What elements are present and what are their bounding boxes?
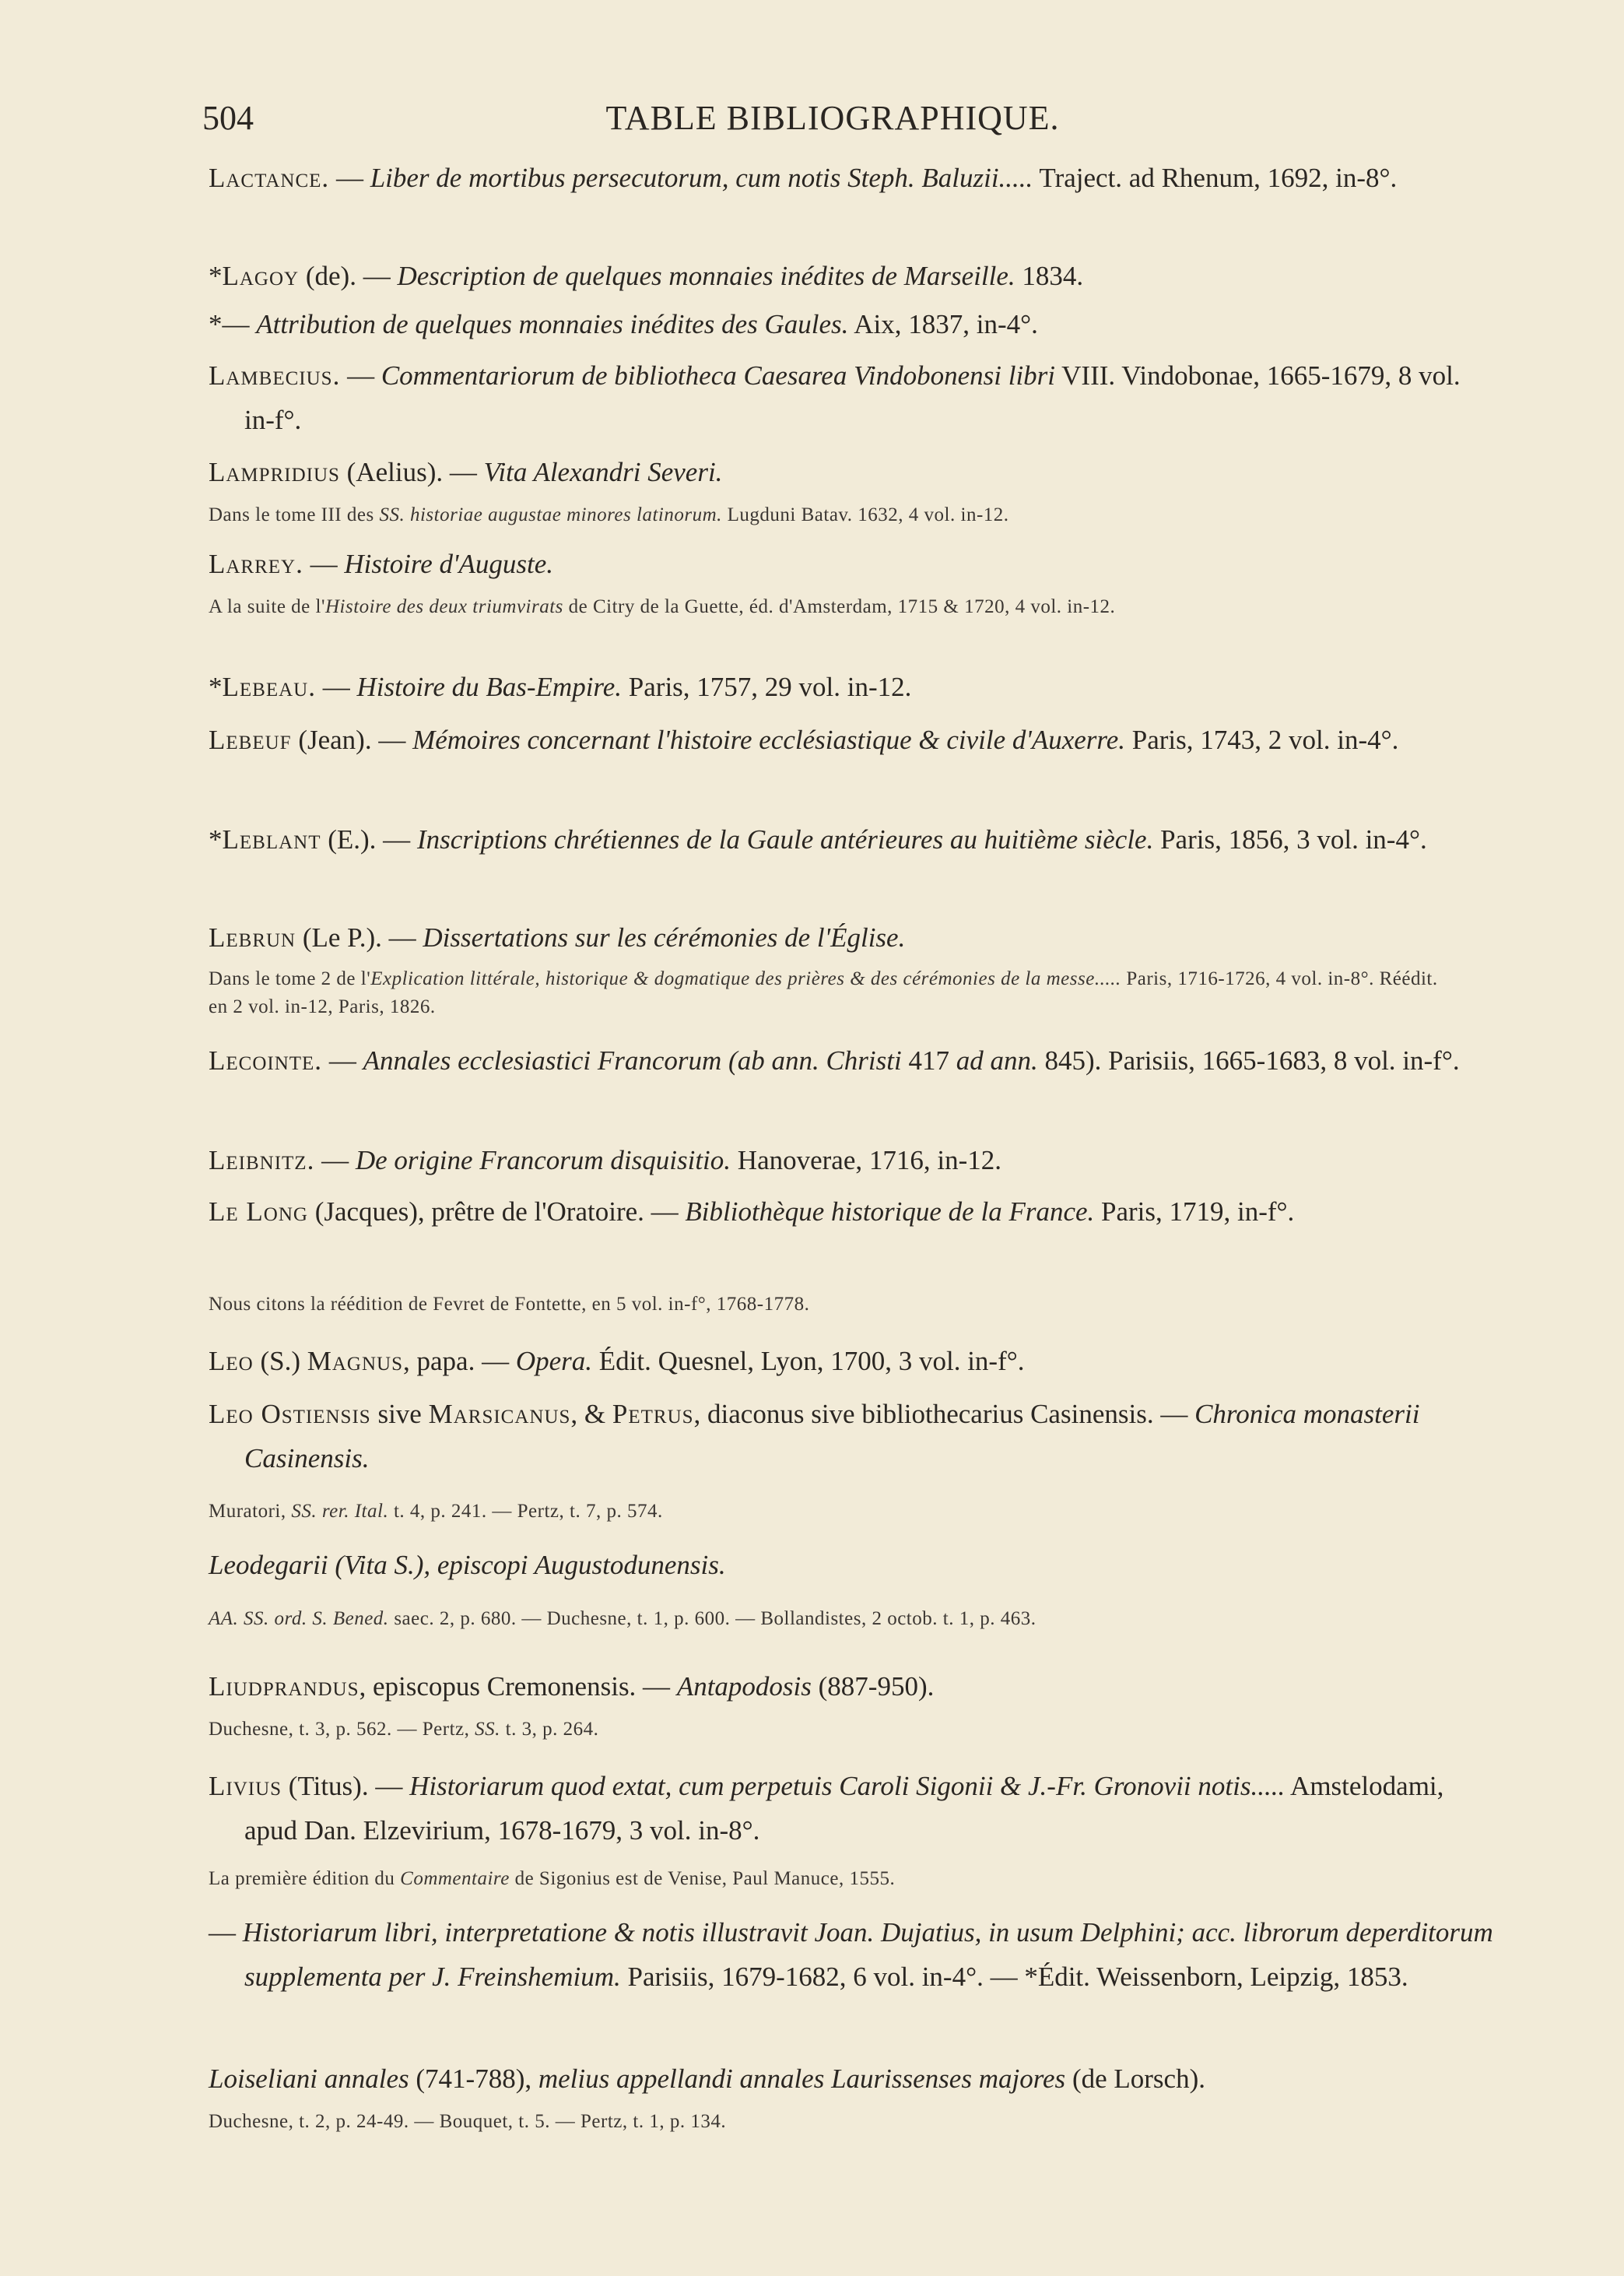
work-title: Liber de mortibus persecutorum, cum notis Steph. Baluzii.....: [370, 163, 1033, 193]
entry-text: Hanoverae, 1716, in-12.: [731, 1145, 1001, 1175]
work-title: Commentariorum de bibliotheca Caesarea Vindobonensi libri: [381, 360, 1056, 391]
entry-text: Amstelodami, apud Dan. Elzevirium, 1678-1679, 3 vol. in-8°.: [244, 1771, 1444, 1846]
bibliography-entry: [209, 718, 1497, 762]
entry-text: —: [340, 360, 381, 391]
entry-text: Nous citons la réédition de Fevret de Fontette, en 5 vol. in-f°, 1768-1778.: [209, 1294, 810, 1315]
entry-text: (de Lorsch).: [1065, 2064, 1205, 2094]
author-name: Liudprandus: [209, 1671, 360, 1702]
work-title: Description de quelques monnaies inédites de Marseille.: [397, 261, 1015, 291]
work-title: SS.: [475, 1719, 500, 1740]
work-title: AA. SS. ord. S. Bened.: [209, 1608, 389, 1629]
work-title: Dissertations sur les cérémonies de l'Église.: [423, 922, 906, 953]
entry-text: (Jacques), prêtre de l'Oratoire. —: [307, 1196, 686, 1227]
entry-note: [209, 965, 1461, 1021]
entry-text: , &: [570, 1399, 612, 1429]
work-title: melius appellandi annales Laurissenses majores: [538, 2064, 1066, 2094]
bibliography-entry: [209, 915, 1497, 960]
work-title: Bibliothèque historique de la France.: [685, 1196, 1095, 1227]
entry-text: (741-788),: [409, 2064, 538, 2094]
work-title: Explication littérale, historique & dogmatique des prières & des cérémonies de la messe.....: [370, 968, 1121, 989]
bibliography-entry: [209, 353, 1497, 442]
entry-text: de Sigonius est de Venise, Paul Manuce, 1555.: [509, 1868, 896, 1889]
entry-text: *: [209, 672, 223, 702]
work-title: Histoire d'Auguste.: [344, 549, 554, 579]
entry-text: , papa. —: [403, 1346, 516, 1376]
work-title: Antapodosis: [676, 1671, 812, 1702]
work-title: Histoire des deux triumvirats: [324, 596, 563, 617]
bibliography-entry: [209, 1138, 1497, 1182]
author-name: Leblant: [222, 824, 321, 855]
work-title: Inscriptions chrétiennes de la Gaule antérieures au huitième siècle.: [416, 824, 1154, 855]
author-name: Lagoy: [222, 261, 300, 291]
entry-note: [209, 1291, 1461, 1319]
entry-text: A la suite de l': [209, 596, 325, 617]
entry-note: [209, 2108, 1461, 2136]
work-title: SS. historiae augustae minores latinorum.: [379, 504, 722, 525]
work-title: De origine Francorum disquisitio.: [355, 1145, 731, 1175]
work-title: Historiarum libri, interpretatione & notis illustravit Joan. Dujatius, in usum Delphini; acc. librorum deperditorum supplementa per J. Freinshemium.: [242, 1917, 1493, 1992]
bibliography-entry: [209, 450, 1497, 494]
bibliography-entry: [209, 2056, 1497, 2101]
author-name: Lactance.: [209, 163, 330, 193]
entry-text: (Le P.). —: [296, 922, 423, 953]
entry-text: Paris, 1757, 29 vol. in-12.: [622, 672, 912, 702]
bibliography-entry: [209, 542, 1497, 586]
bibliography-entry: [209, 1543, 1497, 1587]
author-name: Marsicanus: [428, 1399, 571, 1429]
work-title: Vita Alexandri Severi.: [483, 457, 723, 487]
bibliography-entry: [209, 254, 1497, 298]
bibliography-entry: [209, 1189, 1497, 1234]
entry-text: Édit. Quesnel, Lyon, 1700, 3 vol. in-f°.: [592, 1346, 1025, 1376]
author-name: Le Long: [209, 1196, 308, 1227]
page-number: 504: [202, 99, 254, 137]
author-name: Larrey.: [209, 549, 303, 579]
entry-text: (Aelius). —: [339, 457, 484, 487]
work-title: Opera.: [515, 1346, 593, 1376]
entry-note: [209, 1605, 1461, 1633]
entry-text: Aix, 1837, in-4°.: [848, 309, 1038, 339]
entry-text: sive: [370, 1399, 429, 1429]
entry-text: t. 4, p. 241. — Pertz, t. 7, p. 574.: [388, 1501, 663, 1522]
entry-text: (Titus). —: [282, 1771, 410, 1801]
entry-note: [209, 593, 1461, 621]
entry-text: , episcopus Cremonensis. —: [359, 1671, 677, 1702]
entry-text: t. 3, p. 264.: [500, 1719, 599, 1740]
bibliography-entry: [209, 1664, 1497, 1709]
entry-text: Paris, 1856, 3 vol. in-4°.: [1153, 824, 1427, 855]
entry-text: —: [329, 163, 370, 193]
entry-text: Traject. ad Rhenum, 1692, in-8°.: [1033, 163, 1398, 193]
entry-text: La première édition du: [209, 1868, 401, 1889]
entry-text: —: [322, 1045, 363, 1076]
entry-text: (Jean). —: [291, 725, 413, 755]
bibliography-entry: [209, 1038, 1497, 1083]
entry-text: Duchesne, t. 2, p. 24-49. — Bouquet, t. 5. — Pertz, t. 1, p. 134.: [209, 2111, 727, 2132]
entry-text: Lugduni Batav. 1632, 4 vol. in-12.: [721, 504, 1009, 525]
author-name: Magnus: [307, 1346, 403, 1376]
entry-text: (S.): [253, 1346, 307, 1376]
entry-text: —: [315, 672, 357, 702]
page-header: [202, 92, 1463, 146]
entry-text: Paris, 1719, in-f°.: [1094, 1196, 1295, 1227]
author-name: Leibnitz.: [209, 1145, 315, 1175]
work-title: Attribution de quelques monnaies inédites des Gaules.: [256, 309, 849, 339]
entry-text: Paris, 1743, 2 vol. in-4°.: [1125, 725, 1399, 755]
entry-text: Muratori,: [209, 1501, 292, 1522]
work-title: Histoire du Bas-Empire.: [356, 672, 623, 702]
entry-text: (E.). —: [321, 824, 417, 855]
author-name: Lebrun: [209, 922, 296, 953]
entry-text: 1834.: [1015, 261, 1084, 291]
entry-text: de Citry de la Guette, éd. d'Amsterdam, 1715 & 1720, 4 vol. in-12.: [563, 596, 1116, 617]
entry-text: 845). Parisiis, 1665-1683, 8 vol. in-f°.: [1037, 1045, 1460, 1076]
author-name: Lampridius: [209, 457, 340, 487]
author-name: Lebeuf: [209, 725, 292, 755]
entry-text: Dans le tome 2 de l': [209, 968, 371, 989]
work-title: Leodegarii (Vita S.), episcopi Augustodunensis.: [209, 1550, 726, 1580]
bibliography-entry: [209, 1764, 1497, 1853]
entry-text: VIII. Vindobonae, 1665-1679, 8 vol. in-f°.: [244, 360, 1461, 435]
author-name: Lecointe.: [209, 1045, 323, 1076]
entry-text: (de). —: [299, 261, 398, 291]
entry-text: —: [303, 549, 345, 579]
entry-text: 417: [901, 1045, 956, 1076]
bibliography-entry: [209, 665, 1497, 709]
running-title: TABLE BIBLIOGRAPHIQUE.: [605, 99, 1060, 137]
bibliography-entry: [209, 1910, 1497, 1999]
entry-text: Duchesne, t. 3, p. 562. — Pertz,: [209, 1719, 475, 1740]
bibliography-entry: [209, 817, 1497, 862]
bibliography-entry: [209, 302, 1497, 346]
entry-text: (887-950).: [811, 1671, 935, 1702]
entry-text: Dans le tome III des: [209, 504, 380, 525]
work-title: ad ann.: [956, 1045, 1038, 1076]
entry-text: saec. 2, p. 680. — Duchesne, t. 1, p. 600. — Bollandistes, 2 octob. t. 1, p. 463.: [388, 1608, 1036, 1629]
bibliography-entry: [209, 156, 1497, 200]
entry-text: Paris, 1716-1726, 4 vol. in-8°. Réédit. en 2 vol. in-12, Paris, 1826.: [209, 968, 1438, 1017]
author-name: Lambecius.: [209, 360, 341, 391]
entry-text: , diaconus sive bibliothecarius Casinensis. —: [693, 1399, 1195, 1429]
bibliography-entry: [209, 1339, 1497, 1383]
work-title: Chronica monasterii Casinensis.: [244, 1399, 1420, 1473]
entry-note: [209, 1716, 1461, 1744]
entry-text: —: [209, 1917, 243, 1948]
work-title: Loiseliani annales: [209, 2064, 409, 2094]
author-name: Leo: [209, 1346, 254, 1376]
work-title: Annales ecclesiastici Francorum (ab ann. Christi: [363, 1045, 902, 1076]
work-title: Commentaire: [400, 1868, 510, 1889]
entry-note: [209, 1498, 1461, 1526]
work-title: Mémoires concernant l'histoire ecclésiastique & civile d'Auxerre.: [412, 725, 1126, 755]
entry-text: *: [209, 824, 223, 855]
bibliography-entry: [209, 1392, 1497, 1480]
author-name: Lebeau.: [222, 672, 316, 702]
work-title: Historiarum quod extat, cum perpetuis Caroli Sigonii & J.-Fr. Gronovii notis.....: [409, 1771, 1286, 1801]
entry-note: [209, 1865, 1461, 1893]
entry-text: Parisiis, 1679-1682, 6 vol. in-4°. — *Édit. Weissenborn, Leipzig, 1853.: [620, 1962, 1408, 1992]
entry-text: *: [209, 261, 223, 291]
work-title: SS. rer. Ital.: [291, 1501, 389, 1522]
entry-note: [209, 501, 1461, 529]
author-name: Petrus: [612, 1399, 694, 1429]
author-name: Leo Ostiensis: [209, 1399, 371, 1429]
entry-text: —: [314, 1145, 356, 1175]
author-name: Livius: [209, 1771, 282, 1801]
entry-text: *—: [209, 309, 257, 339]
